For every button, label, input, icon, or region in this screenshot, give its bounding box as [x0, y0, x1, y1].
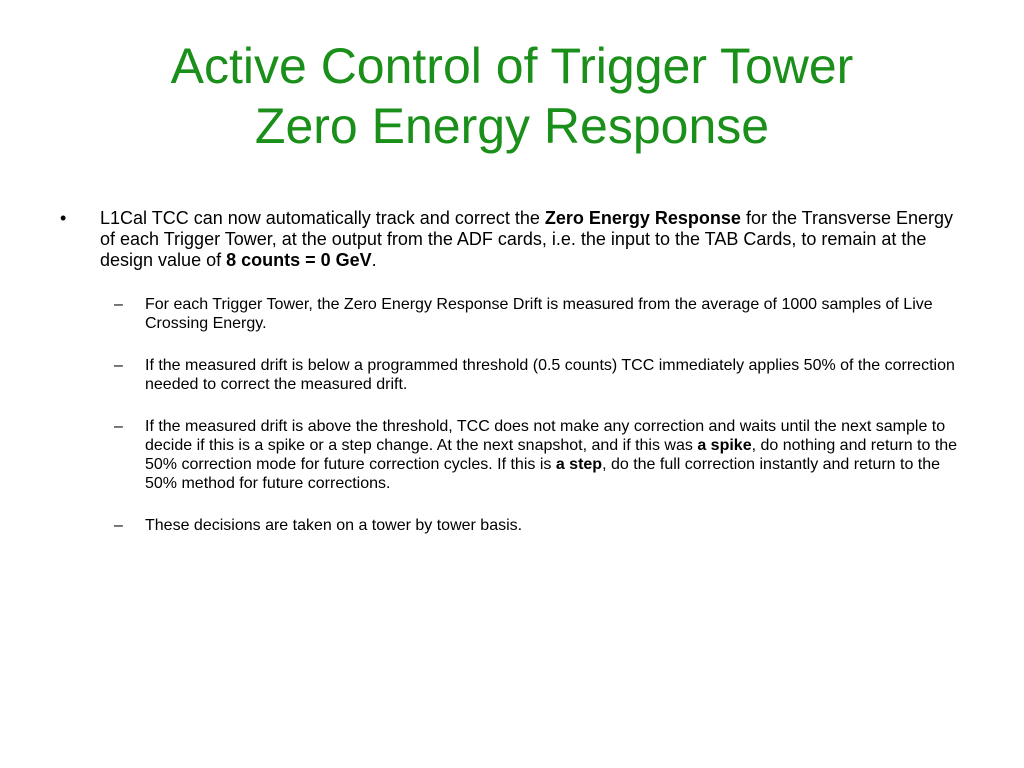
sub-bullet-item — [100, 356, 970, 394]
sub-bullet-text-b: , do nothing and return to the 50% correction mode for future correction cycles. If this is — [145, 437, 958, 473]
sub-bullet-marker: – — [114, 296, 123, 313]
main-bullet — [60, 208, 970, 271]
sub-bullet-marker: – — [114, 357, 123, 374]
sub-bullet-bold-step: a step — [555, 456, 603, 473]
sub-bullet-item — [100, 516, 970, 535]
sub-bullet-marker: – — [114, 418, 123, 435]
sub-bullet-text: If the measured drift is below a programmed threshold (0.5 counts) TCC immediately applies 50% of the correction needed to correct the measured drift. — [145, 357, 955, 393]
sub-bullet-text: For each Trigger Tower, the Zero Energy Response Drift is measured from the average of 1000 samples of Live Crossing Energy. — [145, 296, 933, 332]
bullet-text-c: . — [371, 250, 377, 270]
sub-bullet-text: These decisions are taken on a tower by tower basis. — [145, 517, 523, 534]
sub-bullet-marker: – — [114, 517, 123, 534]
bullet-bold-b: 8 counts = 0 GeV — [226, 250, 372, 270]
sub-bullet-list — [60, 295, 970, 535]
sub-bullet-item — [100, 417, 970, 493]
sub-bullet-text-a: If the measured drift is above the threshold, TCC does not make any correction and waits until the next sample to decide if this is a spike or a step change. At the next snapshot, and if this was — [145, 418, 946, 454]
title-line-1: Active Control of Trigger Tower — [170, 38, 854, 94]
bullet-text-b: for the Transverse Energy of each Trigger Tower, at the output from the ADF cards, i.e. the input to the TAB Cards, to remain at the design value of — [100, 208, 954, 270]
sub-bullet-text-c: , do the full correction instantly and return to the 50% method for future corrections. — [145, 456, 941, 492]
bullet-text-a: L1Cal TCC can now automatically track and correct the — [100, 208, 545, 228]
sub-bullet-bold-spike: a spike — [697, 437, 752, 454]
bullet-marker: • — [60, 208, 67, 228]
slide-title — [60, 36, 964, 156]
sub-bullet-item — [100, 295, 970, 333]
title-line-2: Zero Energy Response — [254, 98, 770, 154]
bullet-bold-a: Zero Energy Response — [544, 208, 741, 228]
slide-content — [60, 208, 970, 558]
